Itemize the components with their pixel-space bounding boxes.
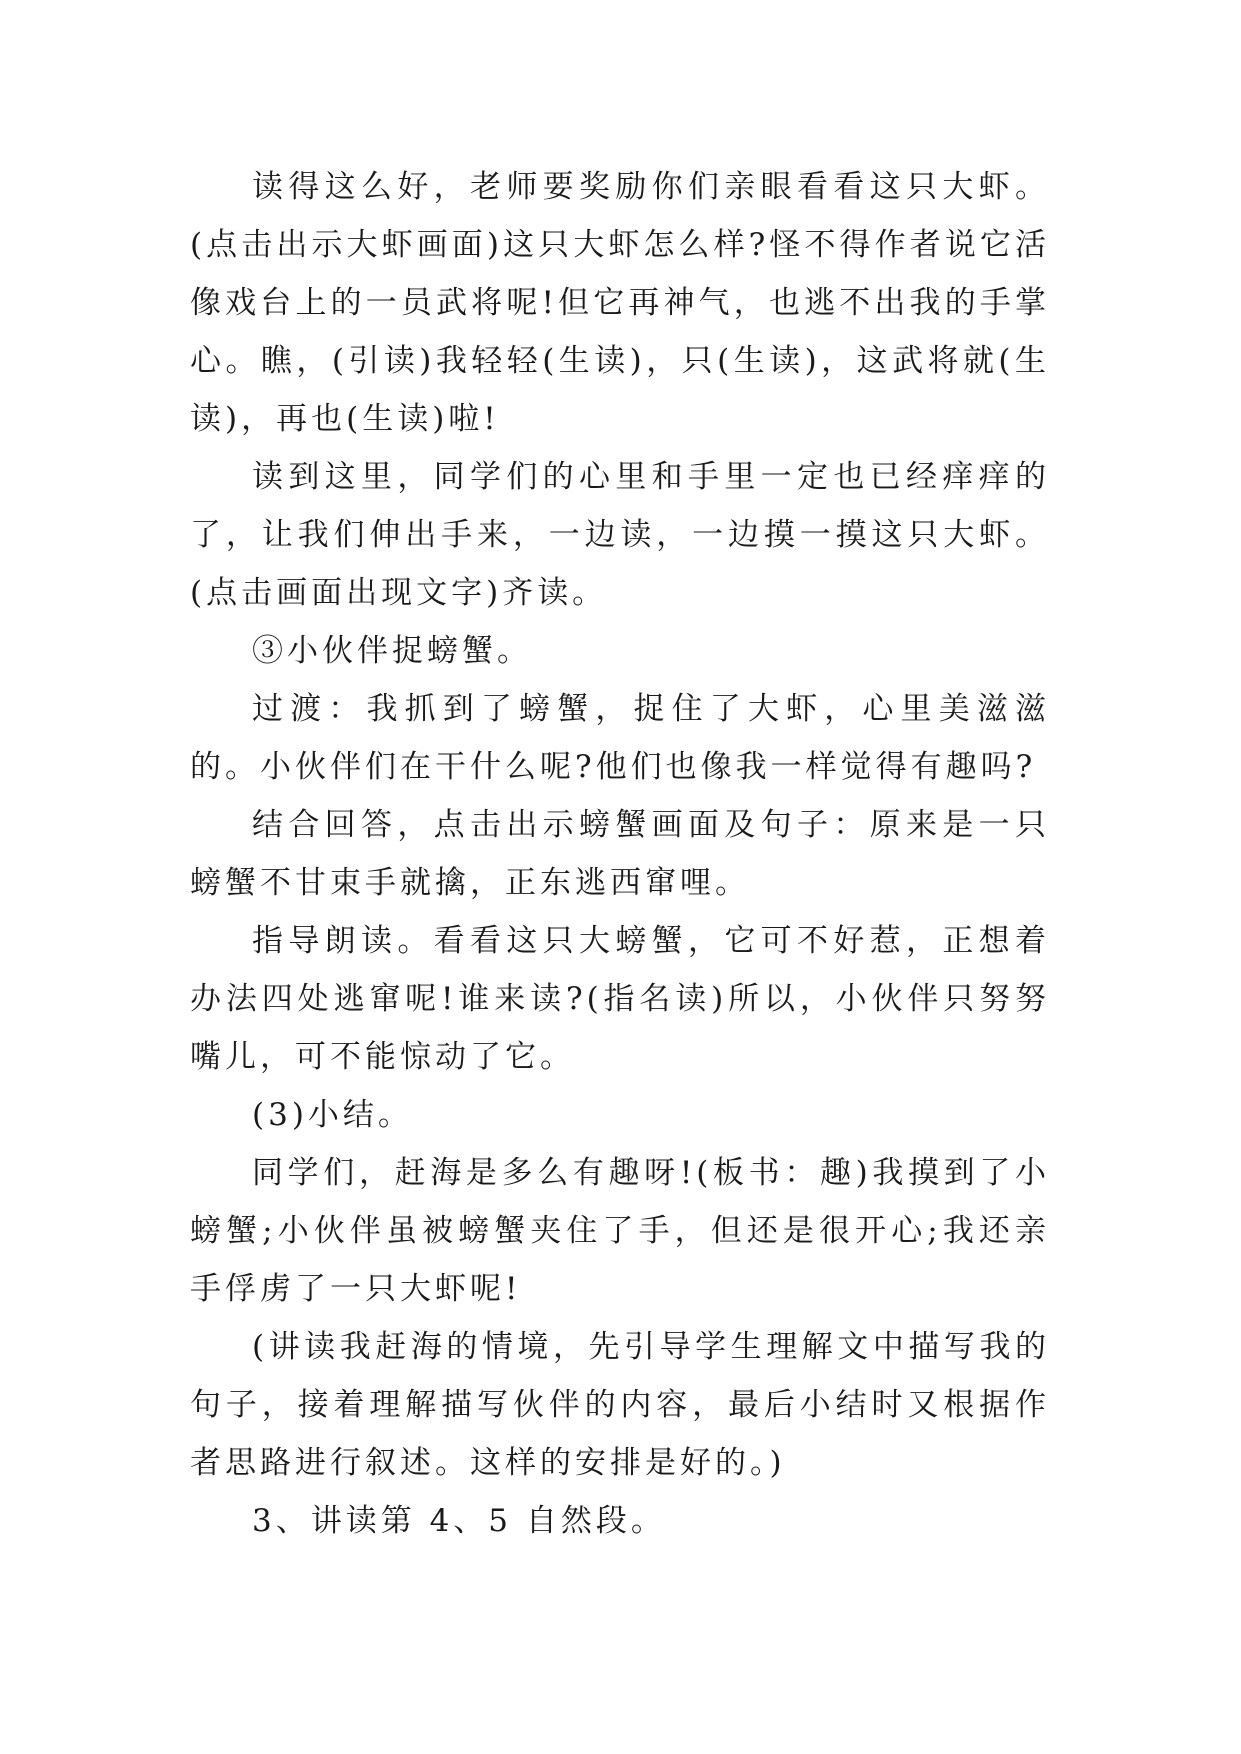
paragraph-1: 读得这么好，老师要奖励你们亲眼看看这只大虾。(点击出示大虾画面)这只大虾怎么样?怪不得作者说它活像戏台上的一员武将呢!但它再神气，也逃不出我的手掌心。瞧，(引读)我轻轻(生读)，只(生读)，这武将就(生读)，再也(生读)啦!	[190, 169, 1050, 437]
paragraph-8: 同学们，赶海是多么有趣呀!(板书：趣)我摸到了小螃蟹;小伙伴虽被螃蟹夹住了手，但还是很开心;我还亲手俘虏了一只大虾呢!	[190, 1155, 1050, 1307]
paragraph-4: 过渡：我抓到了螃蟹，捉住了大虾，心里美滋滋的。小伙伴们在干什么呢?他们也像我一样觉得有趣吗?	[190, 691, 1050, 785]
paragraph-6: 指导朗读。看看这只大螃蟹，它可不好惹，正想着办法四处逃窜呢!谁来读?(指名读)所以，小伙伴只努努嘴儿，可不能惊动了它。	[190, 923, 1050, 1075]
document-body	[190, 158, 1050, 1550]
paragraph-10: 3、讲读第 4、5 自然段。	[252, 1503, 666, 1539]
paragraph-5: 结合回答，点击出示螃蟹画面及句子：原来是一只螃蟹不甘束手就擒，正东逃西窜哩。	[190, 807, 1050, 901]
paragraph-2: 读到这里，同学们的心里和手里一定也已经痒痒的了，让我们伸出手来，一边读，一边摸一摸这只大虾。(点击画面出现文字)齐读。	[190, 459, 1050, 611]
paragraph-9: (讲读我赶海的情境，先引导学生理解文中描写我的句子，接着理解描写伙伴的内容，最后小结时又根据作者思路进行叙述。这样的安排是好的。)	[190, 1329, 1050, 1481]
paragraph-7: (3)小结。	[252, 1097, 413, 1133]
paragraph-3: ③小伙伴捉螃蟹。	[252, 633, 532, 669]
